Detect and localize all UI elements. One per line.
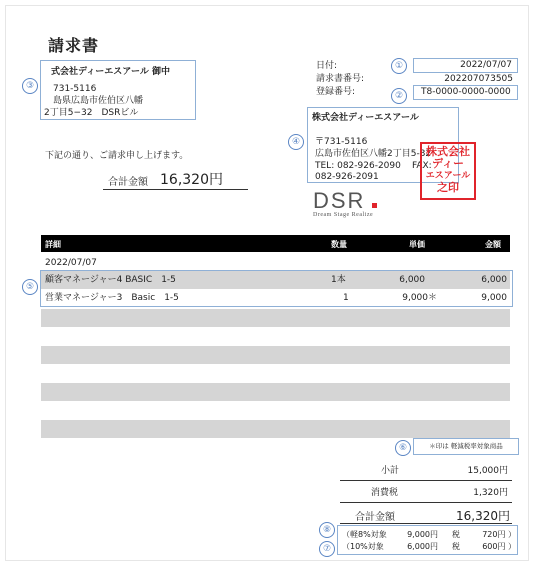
- client-address-1: 島県広島市佐伯区八幡: [53, 96, 144, 106]
- invoice-no-value: 202207073505: [444, 74, 513, 84]
- issuer-tel: TEL: 082-926-2090: [315, 161, 401, 171]
- marker-7: ⑦: [319, 541, 335, 557]
- marker-2: ②: [391, 88, 407, 104]
- reduced-tax-note: ＊印は 軽減税率対象商品: [413, 438, 519, 455]
- logo-text: DSR: [313, 188, 366, 213]
- header-qty: 数量: [331, 240, 347, 249]
- tax-value: 1,320円: [473, 488, 508, 498]
- table-row-empty: [41, 420, 510, 438]
- total-label: 合計金額: [108, 177, 148, 188]
- header-unit: 単価: [409, 240, 425, 249]
- row-amount: 6,000: [481, 275, 507, 285]
- marker-5: ⑤: [22, 279, 38, 295]
- issuer-address: 広島市佐伯区八幡2丁目5-32: [315, 149, 432, 159]
- marker-3: ③: [22, 78, 38, 94]
- client-postal: 731-5116: [53, 84, 97, 94]
- issuer-postal: 〒731-5116: [315, 137, 368, 147]
- header-detail: 詳細: [45, 240, 61, 249]
- issuer-name: 株式会社ディーエスアール: [312, 113, 419, 123]
- row-qty: 1: [343, 293, 349, 303]
- total-underline: [103, 189, 248, 190]
- row-detail: 営業マネージャー3 Basic 1-5: [45, 293, 179, 303]
- breakdown-8-base: 9,000円: [407, 530, 438, 539]
- items-highlight-box: [40, 270, 513, 307]
- total-value: 16,320円: [160, 172, 223, 188]
- issuer-fax-value: 082-926-2091: [315, 172, 379, 182]
- row-qty: 1本: [331, 275, 346, 285]
- breakdown-10-tax-label: 税: [452, 542, 460, 551]
- row-amount: 9,000: [481, 293, 507, 303]
- reg-no-value: T8-0000-0000-0000: [413, 85, 518, 100]
- header-amount: 金額: [485, 240, 501, 249]
- stamp-line-2: ディー: [431, 157, 465, 170]
- client-box: [40, 60, 196, 120]
- issuer-fax: FAX:: [412, 161, 432, 171]
- logo-tagline: Dream Stage Realize: [313, 212, 374, 218]
- breakdown-8-tax: 720円 ）: [482, 530, 516, 539]
- subtotal-label: 小計: [381, 466, 400, 476]
- table-row-empty: [41, 309, 510, 327]
- row-unit: 6,000: [399, 275, 425, 285]
- stamp-line-1: 株式会社: [426, 145, 470, 158]
- breakdown-10-tax: 600円 ）: [482, 542, 516, 551]
- table-row-empty: [41, 346, 510, 364]
- summary-total-line: [340, 523, 512, 524]
- invoice-no-label: 請求書番号:: [316, 74, 365, 84]
- table-header: [41, 235, 510, 252]
- marker-6: ⑥: [395, 440, 411, 456]
- marker-4: ④: [288, 134, 304, 150]
- table-date-row: 2022/07/07: [45, 258, 97, 268]
- table-row-empty: [41, 383, 510, 401]
- subtotal-value: 15,000円: [467, 466, 508, 476]
- marker-8: ⑧: [319, 522, 335, 538]
- stamp-line-3: エスアール: [425, 171, 471, 181]
- date-value: 2022/07/07: [413, 58, 518, 73]
- client-name: 式会社ディーエスアール 御中: [51, 67, 170, 77]
- summary-total-label: 合計金額: [355, 512, 395, 523]
- client-address-2: 2丁目5−32 DSRビル: [44, 108, 139, 118]
- summary-total-value: 16,320円: [456, 509, 510, 523]
- stamp-line-4: 之印: [437, 181, 459, 194]
- breakdown-8-tax-label: 税: [452, 530, 460, 539]
- breakdown-8-label: （軽8%対象: [342, 530, 387, 539]
- greeting-text: 下記の通り、ご請求申し上げます。: [45, 151, 189, 161]
- date-label: 日付:: [316, 61, 338, 71]
- tax-label: 消費税: [371, 488, 399, 498]
- row-detail: 顧客マネージャー4 BASIC 1-5: [45, 275, 176, 285]
- row-unit: 9,000＊: [402, 293, 437, 303]
- subtotal-line: [340, 480, 512, 481]
- tax-breakdown-box: [337, 525, 518, 555]
- company-stamp: [420, 142, 476, 200]
- logo-dot: [372, 203, 377, 208]
- tax-line: [340, 502, 512, 503]
- reg-no-label: 登録番号:: [316, 87, 356, 97]
- document-title: 請求書: [48, 36, 100, 55]
- breakdown-10-label: （10%対象: [342, 542, 384, 551]
- dsr-logo: [313, 188, 377, 214]
- marker-1: ①: [391, 58, 407, 74]
- breakdown-10-base: 6,000円: [407, 542, 438, 551]
